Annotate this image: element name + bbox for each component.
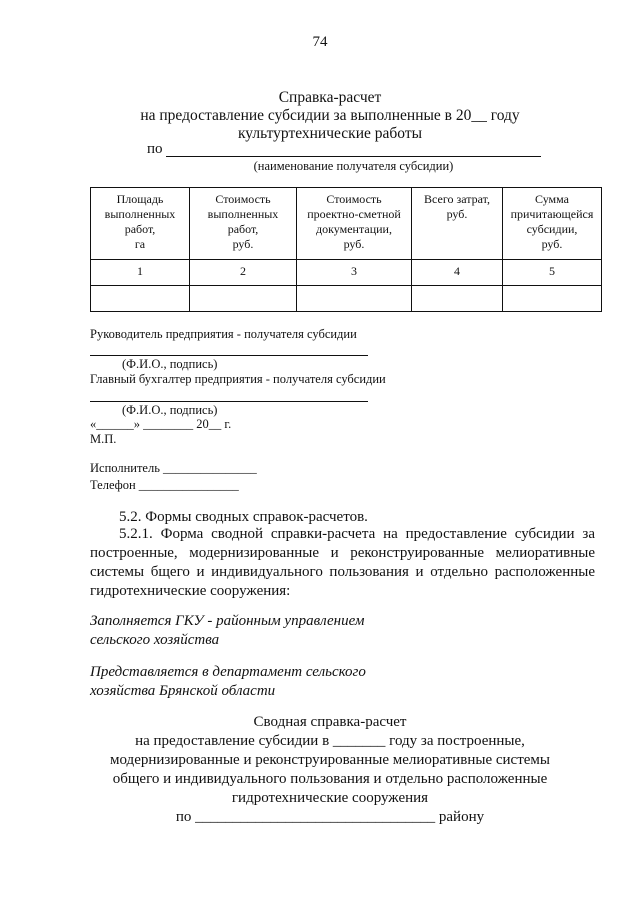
summary-line-1: на предоставление субсидии в _______ году за построенные, [135,733,525,749]
header-subsidy-sum: Сумма причитающейся субсидии, руб. [503,188,602,260]
summary-district-line[interactable]: по ________________________________ району [175,809,485,825]
table-header-row [91,188,602,260]
column-number: 3 [297,260,412,286]
table-cell[interactable] [91,286,190,312]
date-line: «______» ________ 20__ г. [90,417,232,431]
accountant-signature-line[interactable] [90,401,368,402]
header-total-costs: Всего затрат, руб. [412,188,503,260]
form-subtitle-1: на предоставление субсидии за выполненные в 20__ году [140,107,520,124]
header-cost-design: Стоимость проектно-сметной документации, руб. [297,188,412,260]
table-cell[interactable] [190,286,297,312]
stamp-place: М.П. [90,432,117,446]
calculation-table [90,187,602,312]
table-cell[interactable] [503,286,602,312]
summary-line-3: общего и индивидуального пользования и отдельно расположенные [112,771,548,787]
form-subtitle-2: культуртехнические работы [237,125,423,142]
section-paragraph: 5.2.1. Форма сводной справки-расчета на предоставление субсидии за построенные, модернизированные и реконструированные мелиоративные системы бщего и индивидуального пользования и отдельно расположенные гидротехнические сооружения: [90,526,595,599]
summary-line-2: модернизированные и реконструированные мелиоративные системы [110,752,550,768]
po-label: по [147,141,163,157]
header-cost-works: Стоимость выполненных работ, руб. [190,188,297,260]
column-number: 4 [412,260,503,286]
form-title: Справка-расчет [278,89,382,106]
column-number: 1 [91,260,190,286]
table-cell[interactable] [412,286,503,312]
head-label: Руководитель предприятия - получателя субсидии [90,327,357,341]
head-signature-line[interactable] [90,355,368,356]
page-number: 74 [312,34,328,50]
column-number: 5 [503,260,602,286]
summary-form [60,713,600,827]
section-heading: 5.2. Формы сводных справок-расчетов. [119,509,368,525]
column-number: 2 [190,260,297,286]
accountant-fio-caption: (Ф.И.О., подпись) [122,403,218,417]
accountant-label: Главный бухгалтер предприятия - получателя субсидии [90,372,386,386]
table-cell[interactable] [297,286,412,312]
summary-line-4: гидротехнические сооружения [231,790,429,806]
phone-line: Телефон ________________ [90,478,239,492]
recipient-caption: (наименование получателя субсидии) [253,159,454,173]
note-submitted-to: Представляется в департамент сельского хозяйства Брянской области [90,664,366,699]
table-data-row[interactable] [91,286,602,312]
executor-line: Исполнитель _______________ [90,461,257,475]
table-number-row [91,260,602,286]
summary-title: Сводная справка-расчет [253,714,407,730]
recipient-name-line[interactable] [166,156,541,157]
head-fio-caption: (Ф.И.О., подпись) [122,357,218,371]
header-area: Площадь выполненных работ, га [91,188,190,260]
note-filled-by: Заполняется ГКУ - районным управлением сельского хозяйства [90,613,365,648]
